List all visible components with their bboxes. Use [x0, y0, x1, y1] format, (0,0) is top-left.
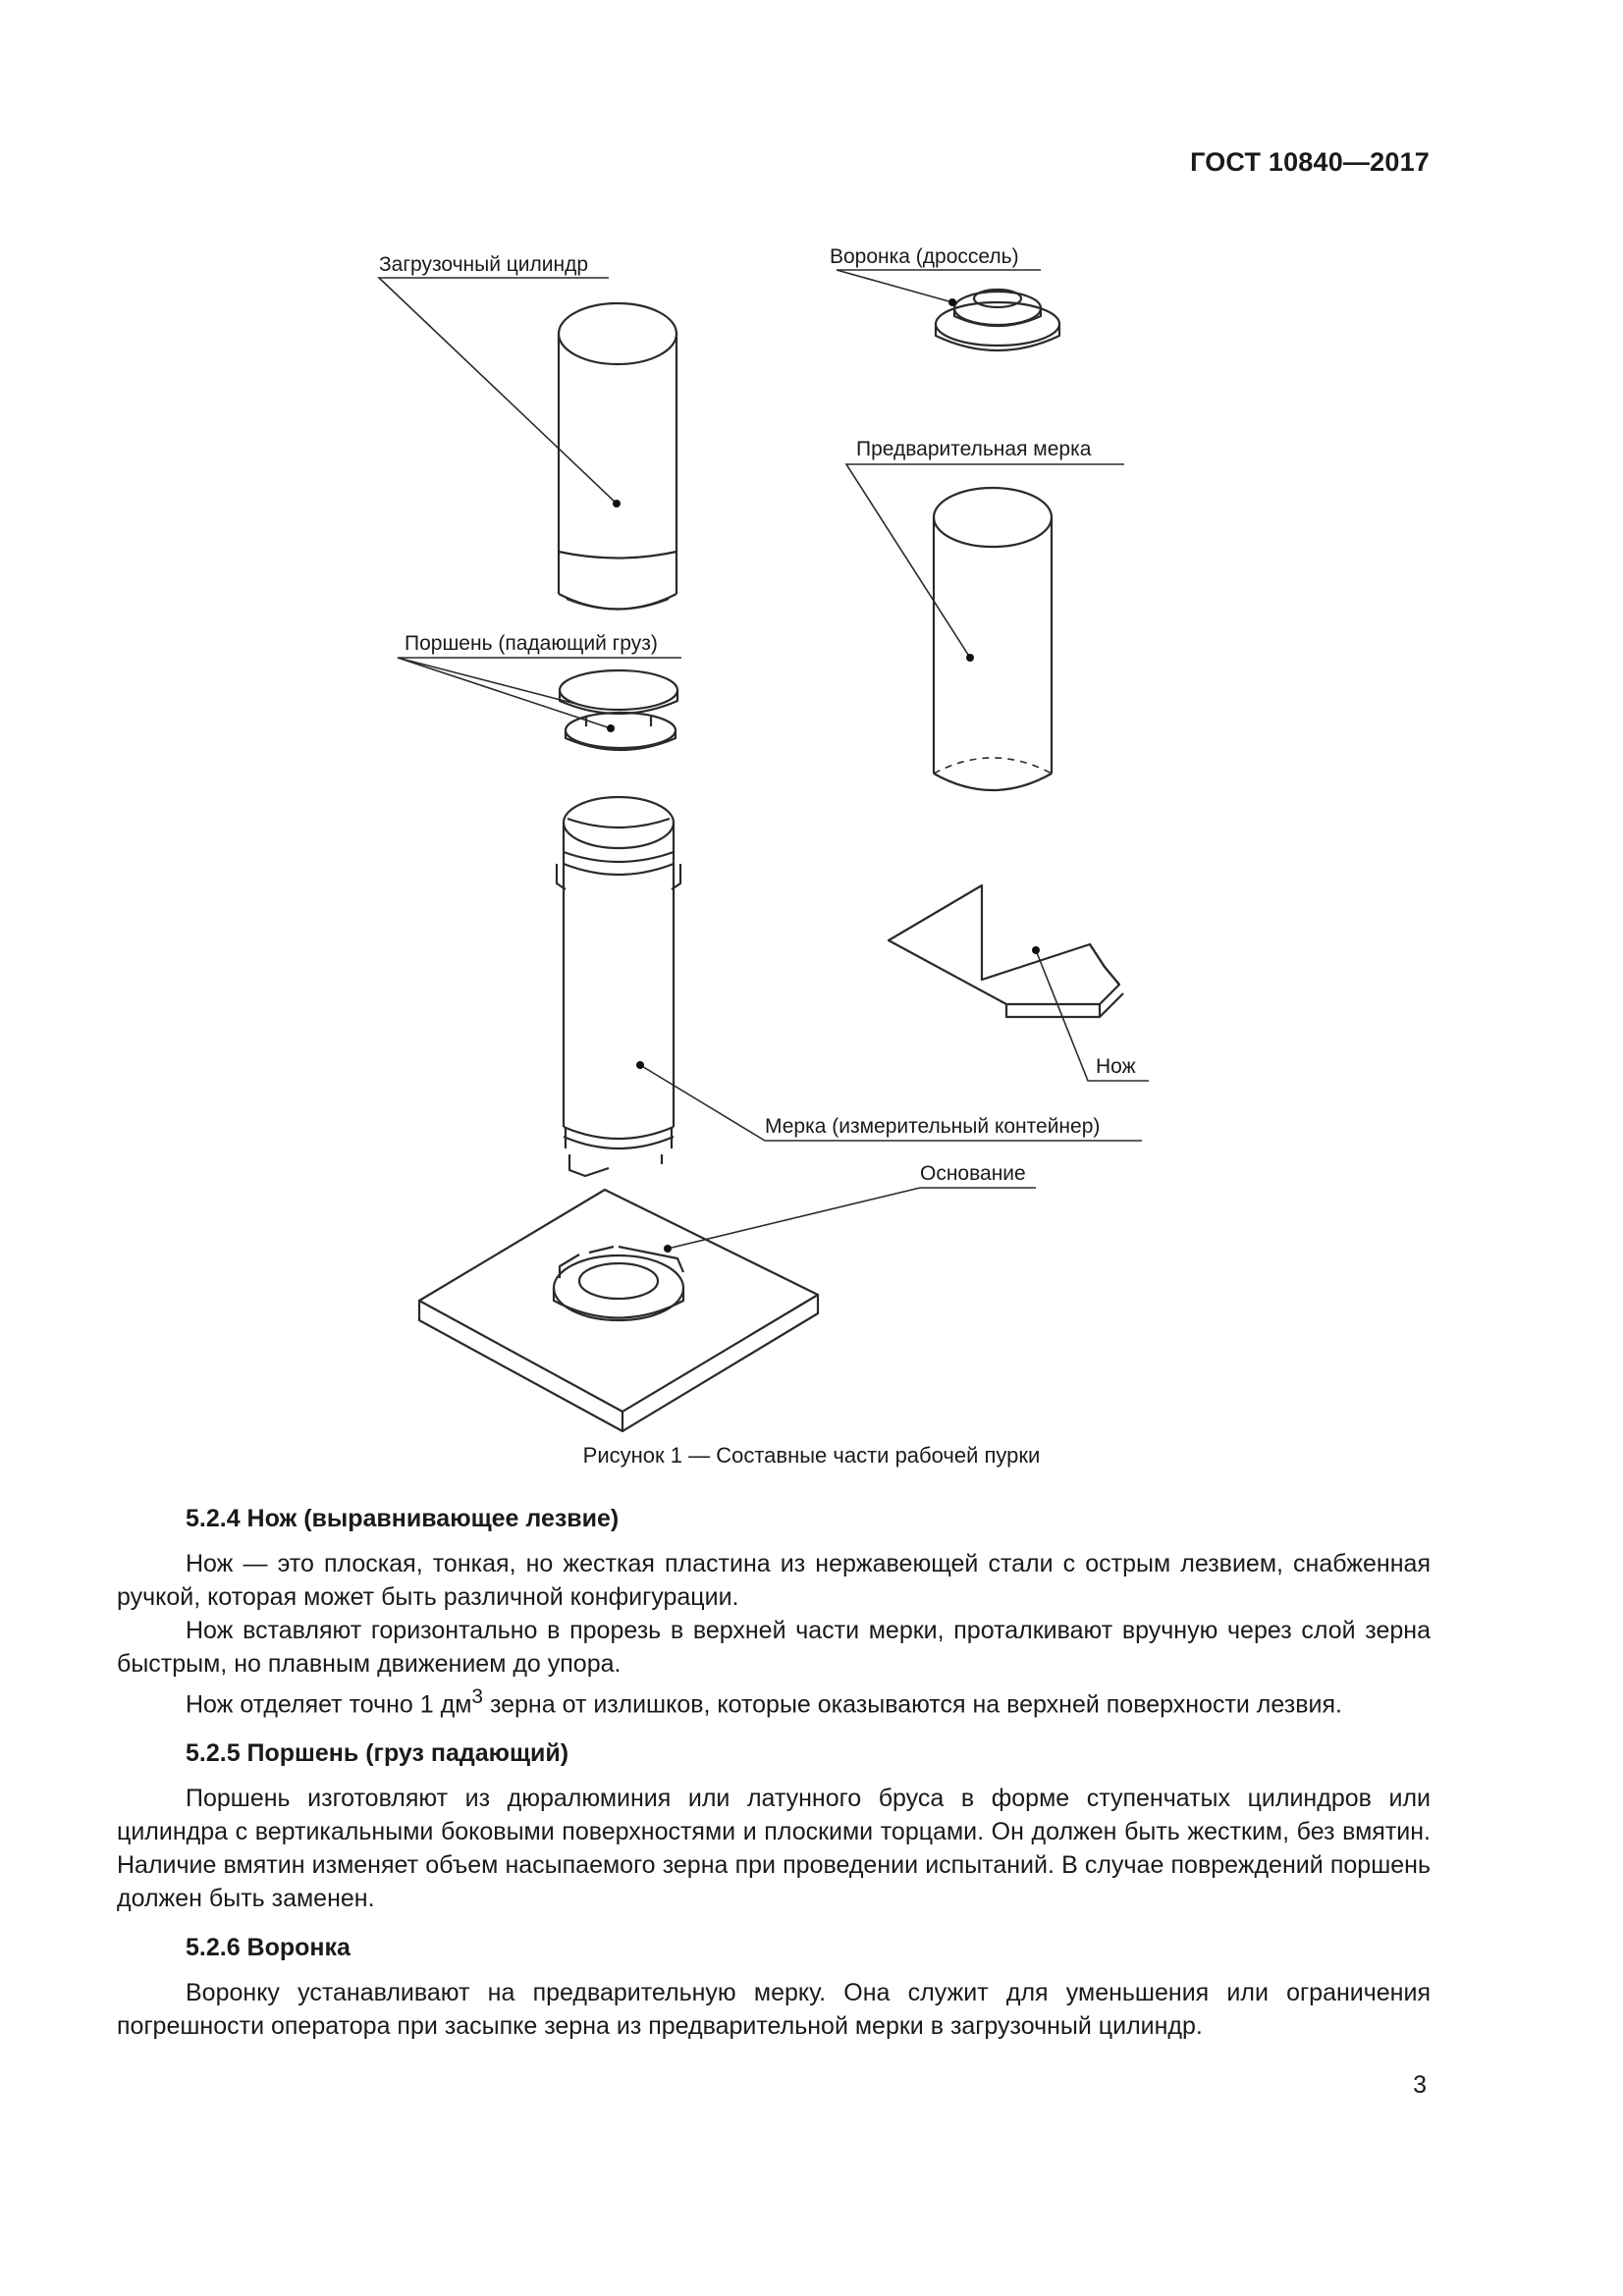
label-pre-measure: Предварительная мерка: [856, 438, 1092, 460]
section-5-2-6: [117, 1931, 1431, 2043]
measure-drawing: [557, 797, 680, 1176]
document-header: ГОСТ 10840—2017: [1190, 147, 1430, 177]
paragraph: Нож вставляют горизонтально в прорезь в верхней части мерки, проталкивают вручную через слой зерна быстрым, но плавным движением до упора.: [117, 1617, 1431, 1678]
document-body: [117, 1502, 1431, 2058]
label-loading-cylinder: Загрузочный цилиндр: [379, 253, 589, 276]
funnel-drawing: [936, 290, 1059, 350]
label-piston: Поршень (падающий груз): [405, 632, 658, 655]
section-5-2-5: [117, 1736, 1431, 1915]
page-number: 3: [1413, 2071, 1427, 2099]
label-base: Основание: [920, 1162, 1026, 1185]
pre-measure-drawing: [934, 488, 1052, 790]
label-measure: Мерка (измерительный контейнер): [765, 1115, 1101, 1138]
base-drawing: [419, 1190, 818, 1431]
paragraph: Поршень изготовляют из дюралюминия или латунного бруса в форме ступенчатых цилиндров или цилиндра с вертикальными боковыми поверхностями и плоскими торцами. Он должен быть жестким, без вмятин. Наличие вмятин изменяет объем насыпаемого зерна при проведении испытаний. В случае повреждений поршень должен быть заменен.: [117, 1785, 1431, 1913]
paragraph: Воронку устанавливают на предварительную мерку. Она служит для уменьшения или ограничения погрешности оператора при засыпке зерна из предварительной мерки в загрузочный цилиндр.: [117, 1979, 1431, 2041]
figure-caption: Рисунок 1 — Составные части рабочей пурки: [582, 1443, 1041, 1468]
section-5-2-4: [117, 1502, 1431, 1721]
label-funnel: Воронка (дроссель): [830, 245, 1019, 268]
section-heading: 5.2.6 Воронка: [186, 1934, 351, 1962]
section-heading: 5.2.5 Поршень (груз падающий): [186, 1739, 569, 1768]
knife-drawing: [889, 885, 1123, 1017]
label-knife: Нож: [1096, 1055, 1136, 1078]
paragraph: Нож отделяет точно 1 $дм^3$ зерна от излишков, которые оказываются на верхней поверхности лезвия.: [186, 1685, 1342, 1719]
loading-cylinder-drawing: [559, 303, 676, 610]
section-heading: 5.2.4 Нож (выравнивающее лезвие): [186, 1505, 620, 1532]
paragraph: Нож — это плоская, тонкая, но жесткая пластина из нержавеющей стали с острым лезвием, снабженная ручкой, которая может быть различной конфигурации.: [117, 1550, 1431, 1611]
piston-drawing: [560, 670, 677, 750]
